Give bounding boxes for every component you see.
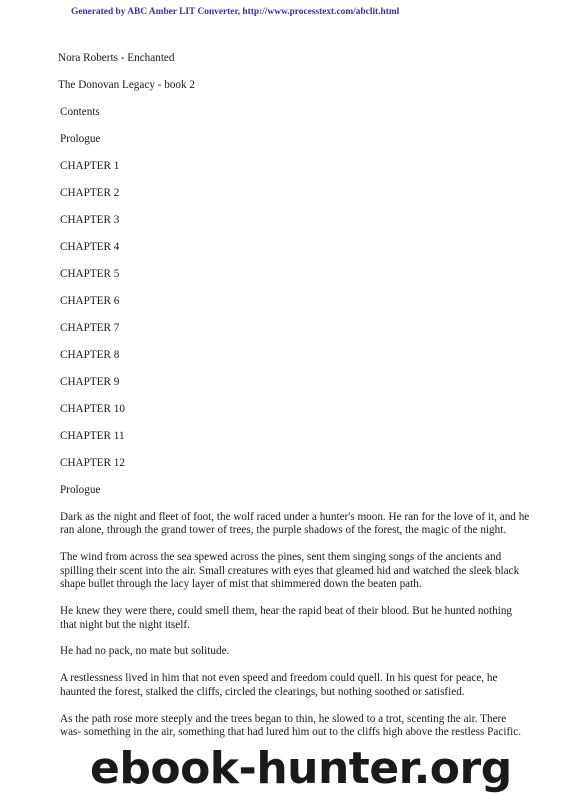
toc-item-chapter-5[interactable]: CHAPTER 5	[60, 267, 120, 280]
toc-contents-heading: Contents	[60, 105, 100, 118]
toc-item-chapter-3[interactable]: CHAPTER 3	[60, 213, 120, 226]
prologue-heading: Prologue	[60, 483, 101, 496]
toc-item-chapter-12[interactable]: CHAPTER 12	[60, 456, 125, 469]
toc-item-chapter-9[interactable]: CHAPTER 9	[60, 375, 120, 388]
toc-item-chapter-6[interactable]: CHAPTER 6	[60, 294, 120, 307]
toc-item-chapter-8[interactable]: CHAPTER 8	[60, 348, 120, 361]
toc-item-chapter-10[interactable]: CHAPTER 10	[60, 402, 125, 415]
document-body	[58, 52, 528, 753]
toc-item-chapter-1[interactable]: CHAPTER 1	[60, 159, 120, 172]
watermark-text: ebook-hunter.org	[90, 743, 512, 794]
book-author-title: Nora Roberts - Enchanted	[58, 52, 175, 64]
toc-item-chapter-7[interactable]: CHAPTER 7	[60, 321, 120, 334]
converter-banner: Generated by ABC Amber LIT Converter, http://www.processtext.com/abclit.html	[71, 7, 400, 17]
prologue-paragraph: A restlessness lived in him that not even speed and freedom could quell. In his quest for peace, he haunted the forest, stalked the cliffs, circled the clearings, but nothing soothed or satisfied.	[60, 672, 498, 698]
prologue-paragraph: As the path rose more steeply and the trees began to thin, he slowed to a trot, scenting the air. There was- something in the air, something that had lured him out to the cliffs high above the restless Pacific.	[60, 712, 522, 739]
prologue-paragraph: He knew they were there, could smell them, hear the rapid beat of their blood. But he hunted nothing that night but the night itself.	[60, 605, 513, 631]
prologue-paragraph: Dark as the night and fleet of foot, the wolf raced under a hunter's moon. He ran for the love of it, and he ran alone, through the grand tower of trees, the purple shadows of the forest, the magic of the night.	[60, 510, 530, 537]
toc-item-chapter-4[interactable]: CHAPTER 4	[60, 240, 120, 253]
book-series: The Donovan Legacy - book 2	[58, 78, 196, 91]
toc-item-chapter-2[interactable]: CHAPTER 2	[60, 186, 120, 199]
prologue-paragraph: The wind from across the sea spewed across the pines, sent them singing songs of the ancients and spilling their scent into the air. Small creatures with eyes that gleamed hid and watched the sleek black shape bullet through the lacy layer of mist that shimmered down the beaten path.	[60, 551, 520, 591]
prologue-paragraph: He had no pack, no mate but solitude.	[60, 645, 230, 658]
toc-item-chapter-11[interactable]: CHAPTER 11	[60, 429, 125, 442]
toc-item-prologue[interactable]: Prologue	[60, 132, 101, 145]
